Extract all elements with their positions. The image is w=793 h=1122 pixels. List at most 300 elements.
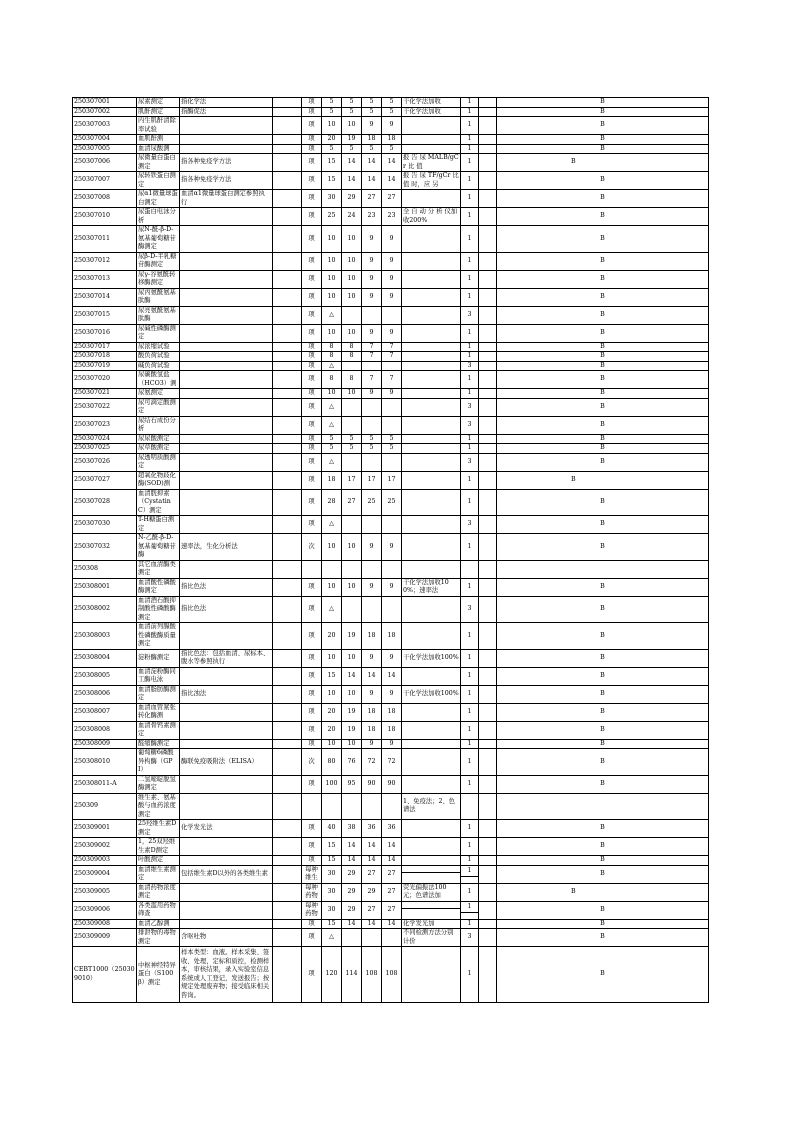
item-code-text: 250308011-A	[74, 779, 117, 787]
exclusion-cell	[273, 324, 302, 342]
item-content-cell	[180, 516, 273, 534]
item-code-text: 250307015	[74, 310, 111, 318]
price-tier-2-text: 5	[349, 434, 354, 442]
price-tier-2-cell	[342, 144, 362, 154]
unit-cell	[302, 226, 322, 253]
item-name-cell	[137, 117, 180, 135]
item-content-cell	[180, 865, 273, 883]
note-text: 报 告 尿 MALB/gCr 比 值	[403, 154, 459, 170]
unit-text: 项	[308, 107, 315, 115]
item-name-text: 血清脂肪酶测定	[138, 685, 176, 701]
price-tier-3-cell	[362, 117, 382, 135]
price-tier-1-text: 8	[329, 375, 334, 383]
item-code-cell	[73, 98, 137, 108]
spacer-cell	[479, 560, 497, 578]
item-code-cell	[73, 883, 137, 901]
item-name-text: 血清淀粉酶同工酶电泳	[138, 667, 176, 683]
item-code-text: 250307013	[74, 274, 111, 282]
class-cell	[497, 371, 709, 389]
item-name-cell	[137, 749, 180, 776]
mark-text: 1	[467, 887, 472, 895]
price-tier-2-text: 19	[347, 707, 356, 715]
class-text: B	[600, 757, 605, 765]
note-cell	[402, 596, 461, 623]
price-tier-1-text: △	[329, 402, 334, 410]
item-name-cell	[137, 324, 180, 342]
note-cell	[402, 117, 461, 135]
note-cell	[402, 929, 461, 947]
price-tier-2-cell	[342, 361, 362, 371]
unit-text: 项	[308, 375, 315, 383]
item-content-cell	[180, 820, 273, 838]
item-code-cell	[73, 623, 137, 650]
price-tier-2-text: 14	[347, 176, 356, 184]
item-name-cell	[137, 252, 180, 270]
item-name-cell	[137, 856, 180, 866]
price-tier-1-cell	[322, 226, 342, 253]
price-tier-2-cell	[342, 901, 362, 919]
price-tier-1-text: 30	[327, 194, 336, 202]
unit-text: 项	[308, 671, 315, 679]
price-tier-2-text: 14	[347, 842, 356, 850]
price-tier-4-cell	[382, 489, 402, 516]
price-tier-3-text: 27	[367, 194, 376, 202]
spacer-cell	[479, 342, 497, 352]
price-tier-4-text: 9	[389, 542, 394, 550]
table-row	[73, 596, 709, 623]
item-name-text: 血清乙醇测	[138, 919, 170, 927]
unit-text: 项	[308, 212, 315, 220]
price-tier-3-cell	[362, 361, 382, 371]
spacer-cell	[479, 901, 497, 919]
price-tier-2-cell	[342, 820, 362, 838]
price-tier-1-cell	[322, 623, 342, 650]
item-content-cell	[180, 361, 273, 371]
mark-text: 1	[467, 867, 472, 875]
price-tier-2-cell	[342, 453, 362, 471]
price-tier-4-text: 9	[389, 234, 394, 242]
item-name-cell	[137, 649, 180, 667]
item-name-cell	[137, 398, 180, 416]
spacer-cell	[479, 685, 497, 703]
class-cell	[497, 793, 709, 820]
class-text: B	[600, 342, 605, 350]
item-name-cell	[137, 135, 180, 145]
mark-cell	[461, 667, 479, 685]
price-tier-2-text: 27	[347, 498, 356, 505]
item-code-text: CEBT1000（250309010）	[74, 966, 135, 982]
price-tier-4-text: 5	[389, 444, 394, 451]
class-cell	[497, 135, 709, 145]
item-code-cell	[73, 919, 137, 929]
unit-cell	[302, 361, 322, 371]
class-text: B	[600, 457, 605, 465]
mark-cell	[461, 117, 479, 135]
price-tier-1-text: 10	[327, 256, 336, 264]
item-code-cell	[73, 685, 137, 703]
mark-cell	[461, 883, 479, 901]
mark-cell	[461, 144, 479, 154]
price-tier-3-text: 17	[367, 475, 376, 483]
class-text: B	[600, 933, 605, 941]
price-tier-4-text: 18	[387, 631, 396, 639]
cell-divider	[461, 912, 478, 917]
price-tier-3-text: 7	[369, 352, 374, 359]
item-code-text: 250308003	[74, 631, 111, 639]
note-cell	[402, 144, 461, 154]
class-text: B	[600, 176, 605, 184]
exclusion-cell	[273, 342, 302, 352]
item-code-cell	[73, 107, 137, 117]
item-name-cell	[137, 172, 180, 190]
price-tier-4-text: 14	[387, 671, 396, 679]
item-code-text: 250308008	[74, 725, 111, 733]
unit-cell	[302, 453, 322, 471]
price-tier-4-cell	[382, 98, 402, 108]
mark-cell	[461, 342, 479, 352]
item-content-cell	[180, 883, 273, 901]
price-tier-4-text: 7	[389, 375, 394, 383]
price-tier-2-cell	[342, 649, 362, 667]
mark-cell	[461, 929, 479, 947]
spacer-cell	[479, 838, 497, 856]
table-row	[73, 560, 709, 578]
item-name-cell	[137, 444, 180, 454]
spacer-cell	[479, 416, 497, 434]
price-tier-3-cell	[362, 352, 382, 362]
price-tier-3-cell	[362, 306, 382, 324]
price-tier-3-text: 9	[369, 292, 374, 300]
table-row	[73, 342, 709, 352]
item-code-text: 250308004	[74, 653, 111, 661]
unit-text: 项	[308, 919, 315, 927]
note-cell	[402, 434, 461, 444]
note-text: 干化学法加收	[403, 98, 441, 105]
item-content-cell	[180, 208, 273, 226]
price-tier-2-text: 29	[347, 194, 356, 202]
note-cell	[402, 252, 461, 270]
price-tier-4-text: 14	[387, 176, 396, 184]
mark-cell	[461, 252, 479, 270]
price-tier-4-text: 9	[389, 689, 394, 697]
unit-text: 项	[308, 194, 315, 202]
price-tier-4-text: 14	[387, 158, 396, 166]
price-tier-4-cell	[382, 226, 402, 253]
note-cell	[402, 324, 461, 342]
item-code-text: 250307025	[74, 444, 111, 451]
item-content-text: 指各种免疫学方法	[181, 176, 232, 184]
item-code-text: 250307016	[74, 328, 111, 336]
item-content-text: 指化学法	[181, 98, 207, 105]
item-code-text: 250307010	[74, 212, 111, 220]
exclusion-cell	[273, 361, 302, 371]
note-cell	[402, 208, 461, 226]
price-tier-2-cell	[342, 703, 362, 721]
table-row	[73, 685, 709, 703]
class-text: B	[600, 779, 605, 787]
price-tier-2-cell	[342, 342, 362, 352]
item-content-text: 化学发光法	[181, 824, 213, 832]
exclusion-cell	[273, 489, 302, 516]
item-code-text: 250307001	[74, 98, 111, 105]
table-row	[73, 749, 709, 776]
note-text: 干化学法加收100%	[403, 653, 459, 661]
mark-text: 1	[467, 475, 472, 483]
item-code-text: 250307020	[74, 375, 111, 383]
spacer-cell	[479, 172, 497, 190]
price-tier-2-text: 5	[349, 444, 354, 451]
mark-text: 1	[467, 856, 472, 863]
table-row	[73, 371, 709, 389]
price-tier-3-cell	[362, 416, 382, 434]
spacer-cell	[479, 721, 497, 739]
spacer-cell	[479, 117, 497, 135]
mark-text: 1	[467, 121, 472, 129]
mark-cell	[461, 135, 479, 145]
item-name-text: 尿草酸测定	[138, 444, 170, 451]
mark-text: 1	[467, 582, 472, 590]
item-name-text: 醛缩酶测定	[138, 739, 170, 747]
item-content-cell	[180, 471, 273, 489]
item-code-text: 250307019	[74, 361, 111, 369]
exclusion-cell	[273, 703, 302, 721]
exclusion-cell	[273, 107, 302, 117]
price-tier-3-text: 36	[367, 824, 376, 832]
price-tier-4-cell	[382, 739, 402, 749]
table-row	[73, 416, 709, 434]
price-tier-4-text: 9	[389, 292, 394, 300]
class-cell	[497, 144, 709, 154]
exclusion-cell	[273, 919, 302, 929]
price-tier-3-cell	[362, 703, 382, 721]
class-text: B	[600, 420, 605, 428]
table-row	[73, 947, 709, 1003]
price-tier-2-cell	[342, 596, 362, 623]
note-cell	[402, 865, 461, 883]
exclusion-cell	[273, 534, 302, 561]
class-cell	[497, 883, 709, 901]
mark-text: 1	[467, 671, 472, 679]
price-tier-2-cell	[342, 172, 362, 190]
class-cell	[497, 288, 709, 306]
price-tier-1-text: 80	[327, 757, 336, 765]
price-tier-2-cell	[342, 883, 362, 901]
price-tier-2-text: 14	[347, 919, 356, 927]
price-tier-3-text: 9	[369, 582, 374, 590]
exclusion-cell	[273, 856, 302, 866]
item-code-cell	[73, 667, 137, 685]
price-tier-1-cell	[322, 865, 342, 883]
item-code-cell	[73, 324, 137, 342]
exclusion-cell	[273, 820, 302, 838]
price-tier-1-cell	[322, 306, 342, 324]
price-tier-4-cell	[382, 208, 402, 226]
price-tier-3-cell	[362, 856, 382, 866]
item-code-text: 250308010	[74, 757, 111, 765]
mark-cell	[461, 453, 479, 471]
note-cell	[402, 471, 461, 489]
item-code-text: 250307005	[74, 144, 111, 152]
spacer-cell	[479, 208, 497, 226]
price-tier-4-cell	[382, 775, 402, 793]
price-tier-3-text: 9	[369, 389, 374, 396]
class-cell	[497, 434, 709, 444]
spacer-cell	[479, 703, 497, 721]
unit-cell	[302, 838, 322, 856]
table-row	[73, 144, 709, 154]
item-code-cell	[73, 471, 137, 489]
price-tier-4-text: 14	[387, 842, 396, 850]
table-row	[73, 98, 709, 108]
price-tier-4-text: 27	[387, 194, 396, 202]
item-code-cell	[73, 703, 137, 721]
unit-text: 项	[308, 352, 315, 359]
table-row	[73, 154, 709, 172]
note-cell	[402, 739, 461, 749]
price-tier-3-cell	[362, 444, 382, 454]
price-tier-4-cell	[382, 288, 402, 306]
table-row	[73, 444, 709, 454]
price-tier-1-text: 28	[327, 498, 336, 505]
price-tier-2-cell	[342, 398, 362, 416]
mark-text: 1	[467, 342, 472, 350]
item-code-cell	[73, 270, 137, 288]
spacer-cell	[479, 793, 497, 820]
item-code-text: 250308	[74, 564, 99, 572]
class-text: B	[600, 274, 605, 282]
item-name-cell	[137, 883, 180, 901]
price-tier-3-cell	[362, 434, 382, 444]
item-content-text: 指比色法：包括血清、尿标本、腹水等参照执行	[181, 649, 270, 665]
exclusion-cell	[273, 389, 302, 399]
price-tier-3-cell	[362, 901, 382, 919]
item-code-cell	[73, 516, 137, 534]
item-code-text: 250307011	[74, 234, 111, 242]
price-tier-1-text: 15	[327, 176, 336, 184]
item-content-text: 指各种免疫学方法	[181, 158, 232, 166]
price-tier-4-cell	[382, 919, 402, 929]
price-tier-1-cell	[322, 838, 342, 856]
item-code-cell	[73, 775, 137, 793]
unit-cell	[302, 288, 322, 306]
price-tier-1-text: 10	[327, 121, 336, 129]
price-tier-3-text: 14	[367, 919, 376, 927]
item-content-cell	[180, 703, 273, 721]
mark-cell	[461, 270, 479, 288]
item-code-cell	[73, 820, 137, 838]
price-tier-1-cell	[322, 739, 342, 749]
mark-text: 1	[467, 158, 472, 166]
unit-text: 项	[308, 824, 315, 832]
item-name-cell	[137, 471, 180, 489]
price-tier-1-cell	[322, 649, 342, 667]
unit-cell	[302, 703, 322, 721]
item-code-text: 250308005	[74, 671, 111, 679]
price-tier-3-cell	[362, 749, 382, 776]
item-name-cell	[137, 342, 180, 352]
unit-text: 项	[308, 582, 315, 590]
price-tier-1-cell	[322, 749, 342, 776]
item-name-cell	[137, 489, 180, 516]
price-tier-1-cell	[322, 560, 342, 578]
spacer-cell	[479, 578, 497, 596]
table-row	[73, 703, 709, 721]
item-name-cell	[137, 623, 180, 650]
mark-text: 1	[467, 274, 472, 282]
price-tier-1-text: 10	[327, 328, 336, 336]
class-text: B	[600, 361, 605, 369]
price-tier-1-cell	[322, 252, 342, 270]
mark-text: 3	[467, 361, 472, 369]
item-name-cell	[137, 820, 180, 838]
price-tier-3-text: 5	[369, 144, 374, 152]
price-tier-2-cell	[342, 98, 362, 108]
class-text: B	[600, 869, 605, 877]
price-tier-2-text: 5	[349, 107, 354, 115]
note-text: 1、免疫法；2、色谱法	[403, 797, 456, 814]
price-tier-1-cell	[322, 929, 342, 947]
item-name-cell	[137, 685, 180, 703]
price-tier-4-cell	[382, 398, 402, 416]
table-row	[73, 838, 709, 856]
price-tier-4-cell	[382, 154, 402, 172]
mark-text: 1	[467, 631, 472, 639]
price-tier-2-cell	[342, 416, 362, 434]
class-cell	[497, 865, 709, 883]
class-text: B	[600, 292, 605, 300]
unit-text: 项	[308, 310, 315, 318]
class-cell	[497, 226, 709, 253]
price-tier-3-text: 18	[367, 725, 376, 733]
unit-cell	[302, 389, 322, 399]
spacer-cell	[479, 398, 497, 416]
unit-cell	[302, 901, 322, 919]
price-tier-3-text: 9	[369, 256, 374, 264]
class-text: B	[571, 158, 576, 166]
exclusion-cell	[273, 371, 302, 389]
price-tier-4-text: 108	[385, 970, 398, 978]
item-code-text: 250309006	[74, 905, 111, 913]
price-tier-3-cell	[362, 739, 382, 749]
price-tier-4-text: 72	[387, 757, 396, 765]
table-row	[73, 883, 709, 901]
mark-text: 1	[467, 328, 472, 336]
item-name-cell	[137, 371, 180, 389]
unit-text: 项	[308, 933, 315, 941]
item-name-cell	[137, 416, 180, 434]
unit-text: 项	[308, 689, 315, 697]
price-tier-3-cell	[362, 929, 382, 947]
price-tier-3-cell	[362, 947, 382, 1003]
note-cell	[402, 775, 461, 793]
item-code-cell	[73, 596, 137, 623]
price-tier-3-cell	[362, 516, 382, 534]
item-name-text: 25羟维生素D测定	[138, 820, 177, 836]
price-tier-3-cell	[362, 190, 382, 208]
price-tier-1-cell	[322, 389, 342, 399]
note-text: 干化学法加收	[403, 107, 441, 115]
class-cell	[497, 117, 709, 135]
table-row	[73, 516, 709, 534]
item-name-text: T-H糖蛋白测定	[138, 516, 175, 532]
unit-cell	[302, 883, 322, 901]
price-tier-1-text: 15	[327, 856, 336, 863]
mark-text: 3	[467, 933, 472, 941]
item-name-text: 二氢嘧啶脱氢酶测定	[138, 775, 176, 791]
table-row	[73, 107, 709, 117]
mark-cell	[461, 226, 479, 253]
price-tier-4-cell	[382, 820, 402, 838]
